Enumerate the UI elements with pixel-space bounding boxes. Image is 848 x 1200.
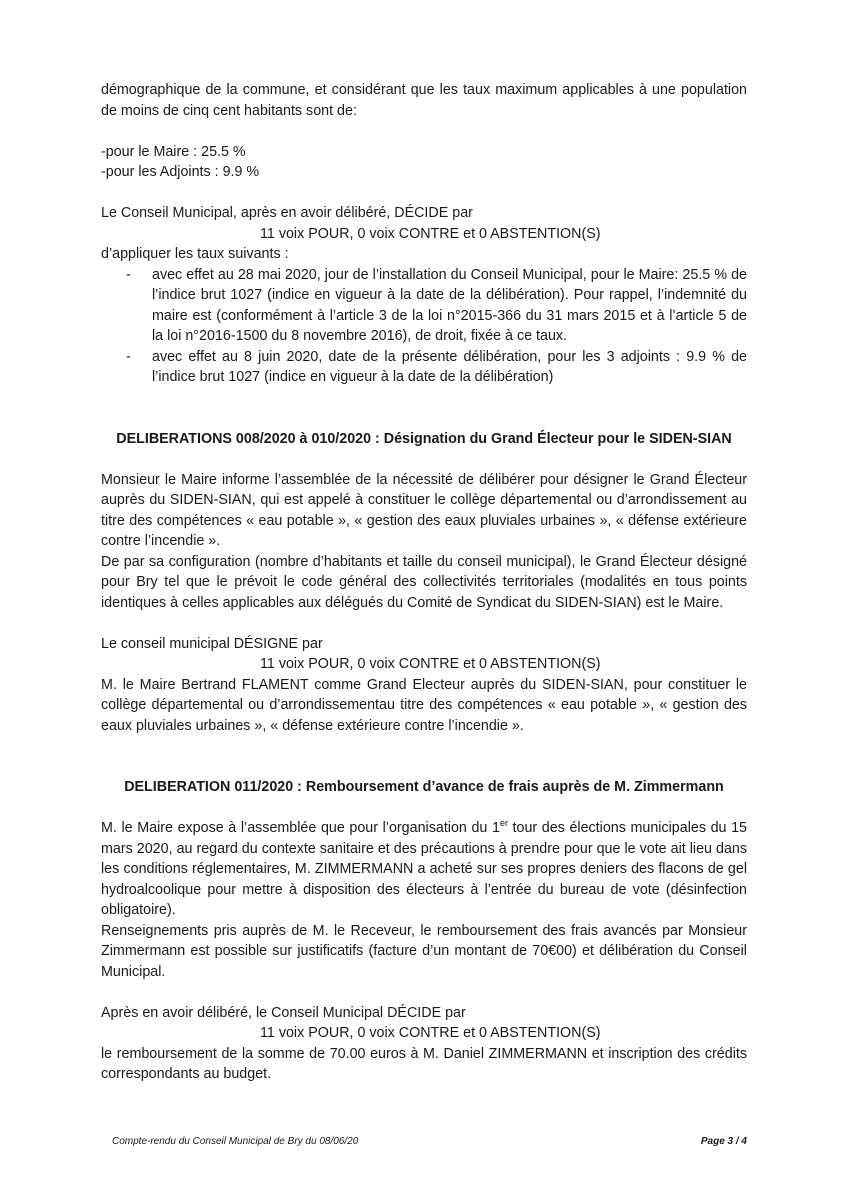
refund-result: le remboursement de la somme de 70.00 euros à M. Daniel ZIMMERMANN et inscription des crédits correspondants au budget.: [101, 1045, 747, 1082]
list-item-text: avec effet au 8 juin 2020, date de la présente délibération, pour les 3 adjoints : 9.9 % de l’indice brut 1027 (indice en vigueur à la date de la délibération): [152, 348, 747, 385]
vote-result: 11 voix POUR, 0 voix CONTRE et 0 ABSTENTION(S): [260, 225, 601, 242]
siden-result: M. le Maire Bertrand FLAMENT comme Grand Electeur auprès du SIDEN-SIAN, pour constituer le collège départemental ou d’arrondissementau titre des compétences « eau potable », « gestion des eaux pluviales urbaines », « défense extérieure contre l’incendie ».: [101, 676, 747, 734]
siden-paragraph-2: De par sa configuration (nombre d’habitants et taille du conseil municipal), le Grand Électeur désigné pour Bry tel que le prévoit le code général des collectivités territoriales (modalités en tous points identiques à celles applicables aux délégués du Comité de Syndicat du SIDEN-SIAN) est le Maire.: [101, 553, 747, 611]
refund-para-end: tour des élections municipales du 15 mars 2020, au regard du contexte sanitaire et des précautions à prendre pour que le vote ait lieu dans les conditions réglementaires, M. ZIMMERMANN a acheté sur ses propres deniers des flacons de gel hydroalcoolique pour mettre à disposition des électeurs à l’entrée du bureau de vote (désinfection obligatoire).: [101, 820, 747, 918]
page-footer: [112, 1136, 747, 1147]
list-item: [101, 265, 747, 347]
footer-title: Compte-rendu du Conseil Municipal de Bry du 08/06/20: [112, 1136, 359, 1147]
refund-decision: Après en avoir délibéré, le Conseil Municipal DÉCIDE par: [101, 1004, 466, 1021]
dash-bullet: -: [126, 348, 131, 365]
ordinal-superscript: er: [499, 818, 508, 829]
decision-statement: Le Conseil Municipal, après en avoir délibéré, DÉCIDE par: [101, 205, 473, 221]
list-item-text: avec effet au 28 mai 2020, jour de l’installation du Conseil Municipal, pour le Maire: 25.5 % de l’indice brut 1027 (indice en vigueur à la date de la délibération). Pour rappel, l’indemnité du maire est (conformément à l’article 3 de la loi n°2015-366 du 31 mars 2015 et à l’article 5 de la loi n°2016-1500 du 8 novembre 2016), de droit, fixée à ce taux.: [152, 266, 747, 344]
refund-paragraph-1: [101, 818, 747, 921]
intro-paragraph: démographique de la commune, et considérant que les taux maximum applicables à une population de moins de cinq cent habitants sont de:: [101, 82, 747, 119]
dash-bullet: -: [126, 266, 131, 283]
siden-decision: Le conseil municipal DÉSIGNE par: [101, 635, 323, 652]
siden-paragraph-1: Monsieur le Maire informe l’assemblée de la nécessité de délibérer pour désigner le Grand Électeur auprès du SIDEN-SIAN, qui est appelé à constituer le collège départemental ou d’arrondissement au titre des compétences « eau potable », « gestion des eaux pluviales urbaines », « défense extérieure contre l’incendie ».: [101, 471, 747, 549]
section-heading-siden: DELIBERATIONS 008/2020 à 010/2020 : Désignation du Grand Électeur pour le SIDEN-SIAN: [116, 430, 732, 447]
refund-para-start: M. le Maire expose à l’assemblée que pour l’organisation du 1: [101, 820, 500, 836]
rate-mayor: -pour le Maire : 25.5 %: [101, 143, 246, 160]
refund-vote-result: 11 voix POUR, 0 voix CONTRE et 0 ABSTENTION(S): [260, 1025, 601, 1041]
apply-rates-intro: d’appliquer les taux suivants :: [101, 246, 289, 262]
rates-list: [101, 265, 747, 388]
section-heading-refund: DELIBERATION 011/2020 : Remboursement d’avance de frais auprès de M. Zimmermann: [124, 779, 724, 795]
refund-paragraph-2: Renseignements pris auprès de M. le Receveur, le remboursement des frais avancés par Monsieur Zimmermann est possible sur justificatifs (facture d’un montant de 70€00) et délibération du Conseil Municipal.: [101, 922, 747, 980]
page-content: [101, 80, 747, 1085]
rate-adjoints: -pour les Adjoints : 9.9 %: [101, 164, 260, 180]
list-item: [101, 347, 747, 388]
page-number: Page 3 / 4: [700, 1136, 747, 1147]
siden-vote-result: 11 voix POUR, 0 voix CONTRE et 0 ABSTENTION(S): [260, 656, 601, 672]
